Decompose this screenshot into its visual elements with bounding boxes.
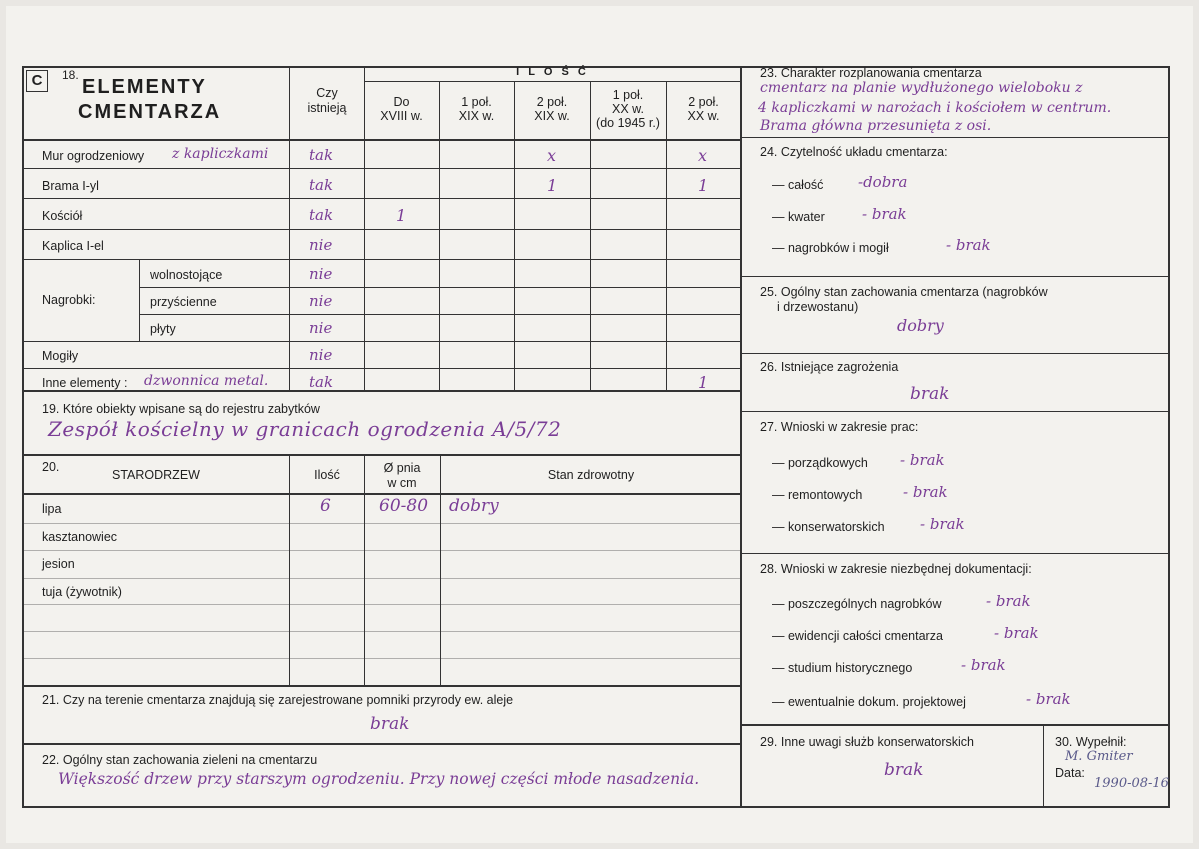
- tree-name: jesion: [42, 557, 75, 571]
- section-22-answer: Większość drzew przy starszym ogrodzeniu. Przy nowej części młode nasadzenia.: [58, 770, 700, 788]
- section-26-answer: brak: [910, 384, 950, 404]
- element-row-exists: nie: [309, 319, 333, 337]
- section-30-date-label: Data:: [1055, 766, 1085, 780]
- grid-line: [139, 287, 741, 288]
- grid-line: [741, 553, 1170, 554]
- checklist-item-value: - brak: [946, 236, 991, 254]
- checklist-item-value: -dobra: [858, 173, 908, 191]
- grid-line: [22, 604, 741, 605]
- checklist-item-label: — ewidencji całości cmentarza: [772, 629, 943, 643]
- element-row-label: Kościół: [42, 209, 83, 223]
- element-row-label: płyty: [150, 322, 176, 336]
- grid-line: [22, 658, 741, 659]
- grid-line: [514, 81, 515, 390]
- nagrobki-label: Nagrobki:: [42, 293, 96, 307]
- element-row-label: Inne elementy :: [42, 376, 128, 390]
- section-25-label-line1: 25. Ogólny stan zachowania cmentarza (nagrobków: [760, 285, 1048, 299]
- checklist-item-value: - brak: [900, 451, 945, 469]
- grid-line: [22, 685, 741, 687]
- col-exists-line1: Czy: [316, 86, 338, 100]
- section-22-label: 22. Ogólny stan zachowania zieleni na cmentarzu: [42, 753, 318, 767]
- element-row-note: dzwonnica metal.: [144, 373, 269, 389]
- grid-line: [741, 137, 1170, 138]
- checklist-item-value: - brak: [903, 483, 948, 501]
- ilosc-header: I L O Ś Ć: [516, 66, 589, 78]
- grid-line: [741, 724, 1170, 726]
- grid-line: [22, 368, 741, 369]
- element-row-exists: nie: [309, 236, 333, 254]
- grid-line: [139, 259, 140, 341]
- section-21-label: 21. Czy na terenie cmentarza znajdują się zarejestrowane pomniki przyrody ew. aleje: [42, 693, 514, 707]
- col-diameter-header: [364, 461, 440, 491]
- col-diameter-line2: w cm: [387, 476, 417, 490]
- grid-line: [22, 390, 741, 392]
- period-header-1: [364, 95, 439, 123]
- checklist-item-value: - brak: [1026, 690, 1071, 708]
- section-20-number: 20.: [42, 460, 60, 474]
- element-row-exists: nie: [309, 292, 333, 310]
- grid-line: [22, 454, 741, 456]
- grid-line: [139, 314, 741, 315]
- section-23-label: 23. Charakter rozplanowania cmentarza: [760, 66, 982, 80]
- grid-line: [22, 341, 741, 342]
- grid-line: [22, 578, 741, 579]
- period-2-line2: XIX w.: [458, 109, 495, 123]
- grid-line: [439, 81, 440, 390]
- grid-line: [1043, 725, 1044, 808]
- checklist-item-label: — ewentualnie dokum. projektowej: [772, 695, 966, 709]
- checklist-item-value: - brak: [994, 624, 1039, 642]
- section-25-answer: dobry: [897, 316, 944, 335]
- col-exists-header: [290, 86, 364, 116]
- tree-name: kasztanowiec: [42, 530, 118, 544]
- checklist-item-label: — całość: [772, 178, 824, 192]
- section-20-title: STARODRZEW: [112, 468, 200, 482]
- element-row-label: przyścienne: [150, 295, 217, 309]
- checklist-item-label: — konserwatorskich: [772, 520, 885, 534]
- period-3-line1: 2 poł.: [536, 95, 568, 109]
- period-4-line1: 1 poł.: [612, 88, 644, 102]
- grid-line: [22, 139, 741, 141]
- element-row-label: Mogiły: [42, 349, 79, 363]
- period-mark: 1: [547, 176, 558, 195]
- section-28-label: 28. Wnioski w zakresie niezbędnej dokumentacji:: [760, 562, 1032, 576]
- grid-line: [741, 276, 1170, 277]
- tree-name: tuja (żywotnik): [42, 585, 122, 599]
- period-1-line2: XVIII w.: [380, 109, 423, 123]
- element-row-label: wolnostojące: [150, 268, 223, 282]
- period-3-line2: XIX w.: [534, 109, 570, 123]
- grid-line: [22, 550, 741, 551]
- tree-count: 6: [320, 496, 331, 516]
- period-mark: x: [547, 146, 557, 165]
- center-divider: [740, 66, 742, 808]
- checklist-item-value: - brak: [862, 205, 907, 223]
- checklist-item-value: - brak: [986, 592, 1031, 610]
- period-5-line2: XX w.: [687, 109, 720, 123]
- element-row-exists: nie: [309, 346, 333, 364]
- period-5-line1: 2 poł.: [688, 95, 719, 109]
- tree-health: dobry: [449, 496, 499, 516]
- section-27-label: 27. Wnioski w zakresie prac:: [760, 420, 919, 434]
- element-row-label: Brama I-yl: [42, 179, 99, 193]
- checklist-item-value: - brak: [920, 515, 965, 533]
- col-exists-line2: istnieją: [307, 101, 347, 115]
- section-23-line3: Brama główna przesunięta z osi.: [760, 118, 992, 134]
- col-count-header: Ilość: [314, 468, 340, 482]
- section-21-answer: brak: [370, 714, 410, 734]
- period-2-line1: 1 poł.: [461, 95, 492, 109]
- grid-line: [22, 259, 741, 260]
- checklist-item-label: — studium historycznego: [772, 661, 913, 675]
- period-header-4: [590, 88, 666, 130]
- checklist-item-label: — porządkowych: [772, 456, 868, 470]
- element-row-exists: nie: [309, 265, 333, 283]
- element-row-exists: tak: [309, 206, 334, 224]
- element-row-note: z kapliczkami: [172, 146, 269, 162]
- grid-line: [741, 411, 1170, 412]
- element-row-exists: tak: [309, 373, 334, 391]
- section-30-label: 30. Wypełnił:: [1055, 735, 1127, 749]
- grid-line: [741, 353, 1170, 354]
- period-4-line3: (do 1945 r.): [596, 116, 660, 130]
- period-4-line2: XX w.: [612, 102, 644, 116]
- checklist-item-label: — kwater: [772, 210, 825, 224]
- element-row-label: Kaplica I-el: [42, 239, 104, 253]
- section-26-label: 26. Istniejące zagrożenia: [760, 360, 899, 374]
- grid-line: [289, 455, 290, 686]
- checklist-item-label: — poszczególnych nagrobków: [772, 597, 942, 611]
- grid-line: [22, 168, 741, 169]
- grid-line: [22, 198, 741, 199]
- section-23-line1: cmentarz na planie wydłużonego wieloboku z: [760, 80, 1083, 96]
- grid-line: [440, 455, 441, 686]
- col-health-header: Stan zdrowotny: [547, 468, 635, 482]
- section-19-label: 19. Które obiekty wpisane są do rejestru zabytków: [42, 402, 320, 416]
- element-row-exists: tak: [309, 146, 334, 164]
- period-header-5: [666, 95, 741, 123]
- grid-line: [364, 81, 741, 82]
- section-29-label: 29. Inne uwagi służb konserwatorskich: [760, 735, 975, 749]
- tree-name: lipa: [42, 502, 62, 516]
- period-header-2: [439, 95, 514, 123]
- col-diameter-line1: Ø pnia: [383, 461, 421, 475]
- grid-line: [22, 493, 741, 495]
- period-mark: x: [698, 146, 708, 165]
- grid-line: [22, 743, 741, 745]
- section-19-answer: Zespół kościelny w granicach ogrodzenia A/5/72: [48, 417, 562, 441]
- checklist-item-value: - brak: [961, 656, 1006, 674]
- tree-diameter: 60-80: [379, 496, 429, 516]
- section-24-label: 24. Czytelność układu cmentarza:: [760, 145, 948, 159]
- section-18-title-line1: ELEMENTY: [82, 76, 207, 98]
- section-25-label-line2: i drzewostanu): [777, 300, 859, 314]
- period-mark: 1: [698, 176, 709, 195]
- section-18-number: 18.: [62, 68, 79, 82]
- grid-line: [666, 81, 667, 390]
- checklist-item-label: — remontowych: [772, 488, 863, 502]
- section-30-date: 1990-08-16: [1094, 776, 1169, 791]
- section-18-title-line2: CMENTARZA: [78, 101, 222, 123]
- period-1-line1: Do: [393, 95, 410, 109]
- section-23-line2: 4 kapliczkami w narożach i kościołem w centrum.: [758, 100, 1112, 116]
- element-row-exists: tak: [309, 176, 334, 194]
- grid-line: [22, 229, 741, 230]
- period-mark: 1: [698, 373, 709, 392]
- period-header-3: [514, 95, 590, 123]
- checklist-item-label: — nagrobków i mogił: [772, 241, 889, 255]
- grid-line: [22, 631, 741, 632]
- section-29-answer: brak: [884, 760, 924, 780]
- corner-letter-box: C: [26, 70, 48, 92]
- section-30-name: M. Gmiter: [1065, 749, 1133, 764]
- element-row-label: Mur ogrodzeniowy: [42, 149, 145, 163]
- grid-line: [22, 523, 741, 524]
- period-mark: 1: [396, 206, 407, 225]
